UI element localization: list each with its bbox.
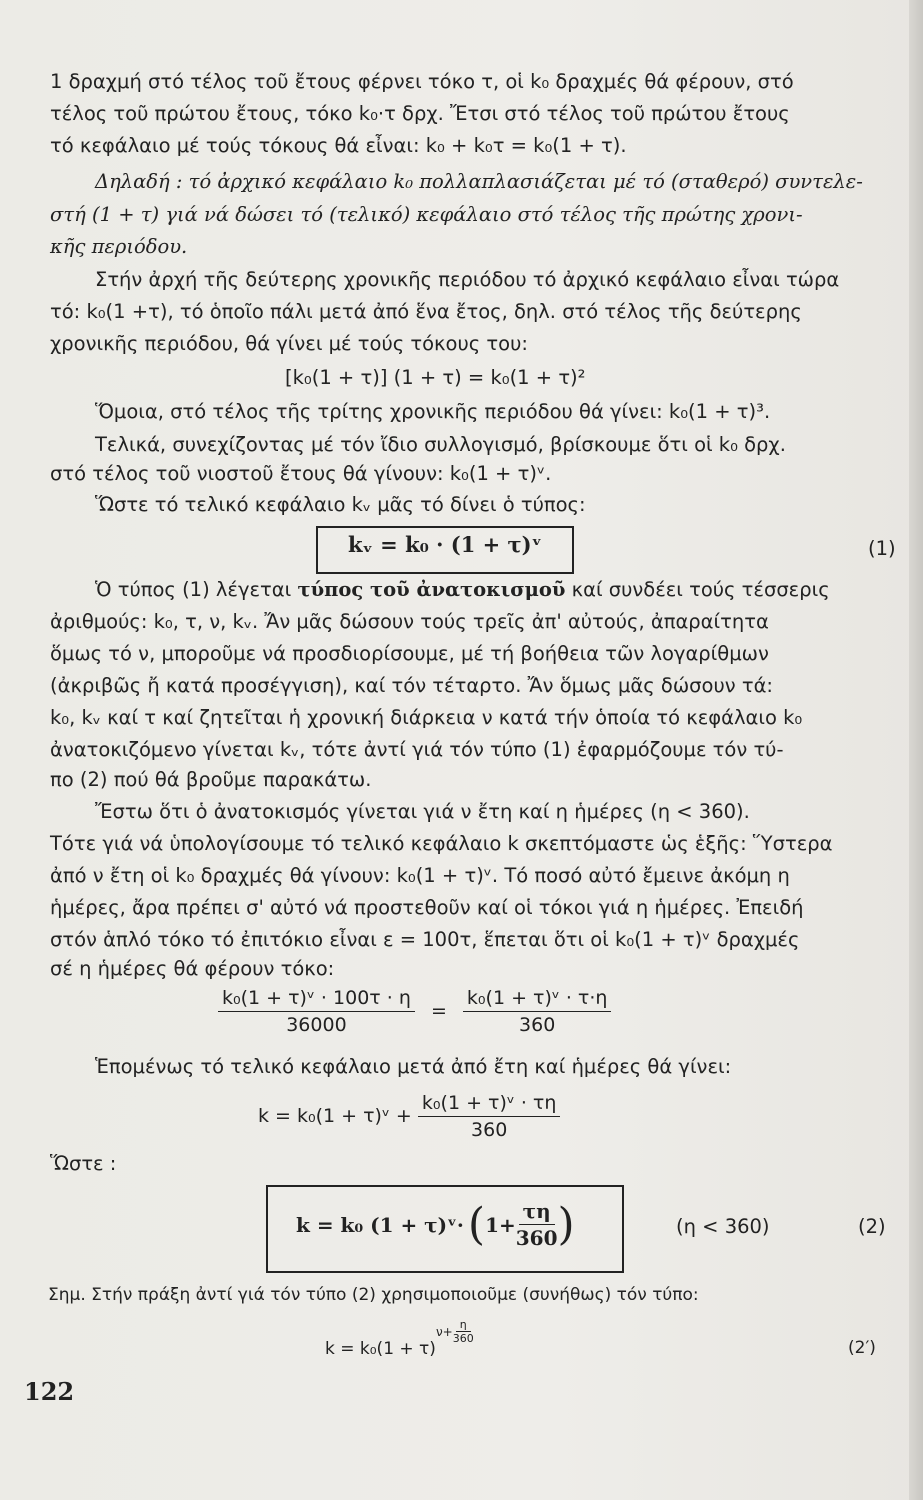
text-line: Δηλαδή : τό ἀρχικό κεφάλαιο k₀ πολλαπλασιάζεται μέ τό (σταθερό) συντελε- (95, 170, 863, 193)
text-line: Ἔστω ὅτι ὁ ἀνατοκισμός γίνεται γιά ν ἔτη καί η ἡμέρες (η < 360). (95, 800, 750, 823)
formula-2: k = k₀ (1 + τ)ᵛ· ( 1+ $\frac{\tau\eta}{360}$ ) (296, 1199, 575, 1250)
formula-interest: $\frac{\text{k₀(1 + τ)ᵛ · 100τ · η}}{36000}$ = $\frac{\text{k₀(1 + τ)ᵛ · τ·η}}{360}$ (218, 985, 611, 1038)
page-number: 122 (24, 1377, 75, 1406)
text-line: ἡμέρες, ἄρα πρέπει σ' αὐτό νά προστεθοῦν καί οἱ τόκοι γιά η ἡμέρες. Ἐπειδή (50, 896, 804, 919)
text-line: τό: k₀(1 +τ), τό ὁποῖο πάλι μετά ἀπό ἕνα ἔτος, δηλ. στό τέλος τῆς δεύτερης (50, 300, 802, 323)
formula-line: [k₀(1 + τ)] (1 + τ) = k₀(1 + τ)² (285, 366, 586, 389)
text-line: ἀνατοκιζόμενο γίνεται kᵥ, τότε ἀντί γιά τόν τύπο (1) ἐφαρμόζουμε τόν τύ- (50, 738, 784, 761)
text-line: 1 δραχμή στό τέλος τοῦ ἔτους φέρνει τόκο τ, οἱ k₀ δραχμές θά φέρουν, στό (50, 70, 794, 93)
text-line: ἀπό ν ἔτη οἱ k₀ δραχμές θά γίνουν: k₀(1 + τ)ᵛ. Τό ποσό αὐτό ἔμεινε ἀκόμη η (50, 864, 790, 887)
text-line: χρονικῆς περιόδου, θά γίνει μέ τούς τόκους του: (50, 332, 528, 355)
formula-2-prime: k = k₀(1 + τ) ν+ $\frac{\eta}{360}$ (325, 1318, 474, 1359)
formula-1: kᵥ = k₀ · (1 + τ)ᵛ (348, 532, 542, 557)
formula-condition: (η < 360) (676, 1215, 770, 1238)
text-line: στό τέλος τοῦ νιοστοῦ ἔτους θά γίνουν: k₀(1 + τ)ᵛ. (50, 462, 552, 485)
text-line: Ὁ τύπος (1) λέγεται τύπος τοῦ ἀνατοκισμοῦ καί συνδέει τούς τέσσερις (95, 578, 830, 601)
text-line: k₀, kᵥ καί τ καί ζητεῖται ἡ χρονική διάρκεια ν κατά τήν ὁποία τό κεφάλαιο k₀ (50, 706, 803, 729)
text-line: ὅμως τό ν, μποροῦμε νά προσδιορίσουμε, μέ τή βοήθεια τῶν λογαρίθμων (50, 642, 769, 665)
formula-number: (1) (868, 537, 896, 560)
text-line: Ὥστε τό τελικό κεφάλαιο kᵥ μᾶς τό δίνει ὁ τύπος: (95, 493, 586, 516)
text-line: Ὥστε : (50, 1152, 117, 1175)
text-line: Τότε γιά νά ὑπολογίσουμε τό τελικό κεφάλαιο k σκεπτόμαστε ὡς ἑξῆς: Ὕστερα (50, 832, 833, 855)
text-line: ἀριθμούς: k₀, τ, ν, kᵥ. Ἄν μᾶς δώσουν τούς τρεῖς ἀπ' αὐτούς, ἀπαραίτητα (50, 610, 769, 633)
text-line: σέ η ἡμέρες θά φέρουν τόκο: (50, 957, 335, 980)
text-line: στή (1 + τ) γιά νά δώσει τό (τελικό) κεφάλαιο στό τέλος τῆς πρώτης χρονι- (50, 203, 803, 226)
text-line: πο (2) πού θά βροῦμε παρακάτω. (50, 768, 372, 791)
text-line: Στήν ἀρχή τῆς δεύτερης χρονικῆς περιόδου τό ἀρχικό κεφάλαιο εἶναι τώρα (95, 268, 840, 291)
note-line: Σημ. Στήν πράξη ἀντί γιά τόν τύπο (2) χρησιμοποιοῦμε (συνήθως) τόν τύπο: (48, 1285, 699, 1305)
text-line: Ὅμοια, στό τέλος τῆς τρίτης χρονικῆς περιόδου θά γίνει: k₀(1 + τ)³. (95, 400, 771, 423)
text-line: Τελικά, συνεχίζοντας μέ τόν ἴδιο συλλογισμό, βρίσκουμε ὅτι οἱ k₀ δρχ. (95, 433, 786, 456)
formula-k: k = k₀(1 + τ)ᵛ + $\frac{\text{k₀(1 + τ)ᵛ · τη}}{360}$ (258, 1090, 560, 1143)
text-line: κῆς περιόδου. (50, 235, 188, 258)
page-edge (909, 0, 923, 1500)
text-line: (ἀκριβῶς ἤ κατά προσέγγιση), καί τόν τέταρτο. Ἄν ὅμως μᾶς δώσουν τά: (50, 674, 774, 697)
text-line: τό κεφάλαιο μέ τούς τόκους θά εἶναι: k₀ + k₀τ = k₀(1 + τ). (50, 134, 627, 157)
text-line: τέλος τοῦ πρώτου ἔτους, τόκο k₀·τ δρχ. Ἔτσι στό τέλος τοῦ πρώτου ἔτους (50, 102, 790, 125)
formula-number: (2′) (848, 1338, 876, 1358)
text-line: στόν ἁπλό τόκο τό ἐπιτόκιο εἶναι ε = 100τ, ἕπεται ὅτι οἱ k₀(1 + τ)ᵛ δραχμές (50, 928, 800, 951)
text-line: Ἑπομένως τό τελικό κεφάλαιο μετά ἀπό ἔτη καί ἡμέρες θά γίνει: (95, 1055, 732, 1078)
formula-number: (2) (858, 1215, 886, 1238)
